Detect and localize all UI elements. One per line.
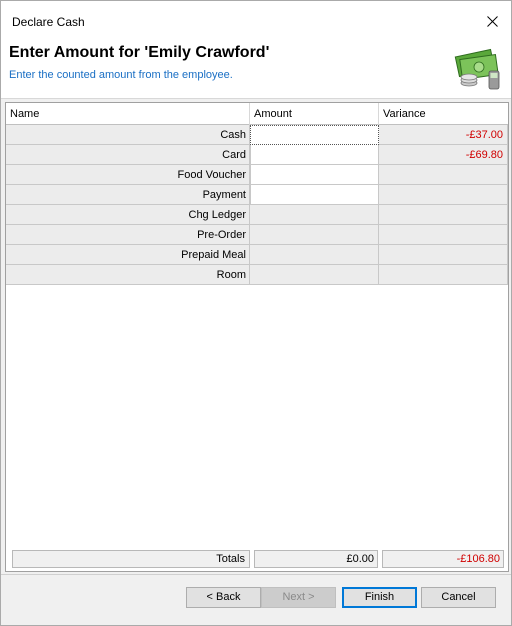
table-row [6, 205, 508, 225]
amount-prepaid-meal [250, 245, 379, 265]
grid-header [6, 103, 508, 125]
cash-money-icon [453, 43, 503, 93]
finish-button[interactable]: Finish [342, 587, 417, 608]
row-name-payment: Payment [6, 185, 250, 205]
declare-grid [5, 102, 509, 572]
amount-chg-ledger [250, 205, 379, 225]
totals-amount: £0.00 [254, 550, 378, 568]
back-button[interactable]: < Back [186, 587, 261, 608]
column-header-amount[interactable]: Amount [250, 103, 379, 125]
footer-divider [1, 574, 511, 575]
totals-variance: -£106.80 [382, 550, 504, 568]
amount-input-food-voucher[interactable] [250, 165, 379, 185]
table-row [6, 145, 508, 165]
variance-prepaid-meal [379, 245, 508, 265]
variance-chg-ledger [379, 205, 508, 225]
totals-row [12, 550, 504, 568]
row-name-pre-order: Pre-Order [6, 225, 250, 245]
table-row [6, 225, 508, 245]
window-title: Declare Cash [12, 15, 85, 29]
row-name-card: Card [6, 145, 250, 165]
wizard-header [1, 37, 511, 99]
close-icon [487, 16, 498, 27]
table-row [6, 185, 508, 205]
row-name-prepaid-meal: Prepaid Meal [6, 245, 250, 265]
variance-pre-order [379, 225, 508, 245]
variance-payment [379, 185, 508, 205]
column-header-variance[interactable]: Variance [383, 108, 426, 120]
row-name-cash: Cash [6, 125, 250, 145]
totals-label: Totals [12, 550, 250, 568]
variance-card: -£69.80 [379, 145, 508, 165]
table-row [6, 245, 508, 265]
next-button[interactable]: Next > [261, 587, 336, 608]
amount-input-card[interactable] [250, 145, 379, 165]
amount-input-payment[interactable] [250, 185, 379, 205]
table-row [6, 165, 508, 185]
table-row [6, 125, 508, 145]
page-subtitle: Enter the counted amount from the employee. [9, 69, 233, 81]
cancel-button[interactable]: Cancel [421, 587, 496, 608]
row-name-food-voucher: Food Voucher [6, 165, 250, 185]
page-title: Enter Amount for 'Emily Crawford' [9, 44, 270, 61]
title-bar [1, 1, 511, 37]
amount-input-cash[interactable] [250, 125, 379, 145]
variance-food-voucher [379, 165, 508, 185]
row-name-chg-ledger: Chg Ledger [6, 205, 250, 225]
row-name-room: Room [6, 265, 250, 285]
variance-room [379, 265, 508, 285]
amount-room [250, 265, 379, 285]
column-header-name[interactable]: Name [6, 103, 250, 125]
variance-cash: -£37.00 [379, 125, 508, 145]
close-button[interactable] [477, 7, 507, 35]
amount-pre-order [250, 225, 379, 245]
table-row [6, 265, 508, 285]
